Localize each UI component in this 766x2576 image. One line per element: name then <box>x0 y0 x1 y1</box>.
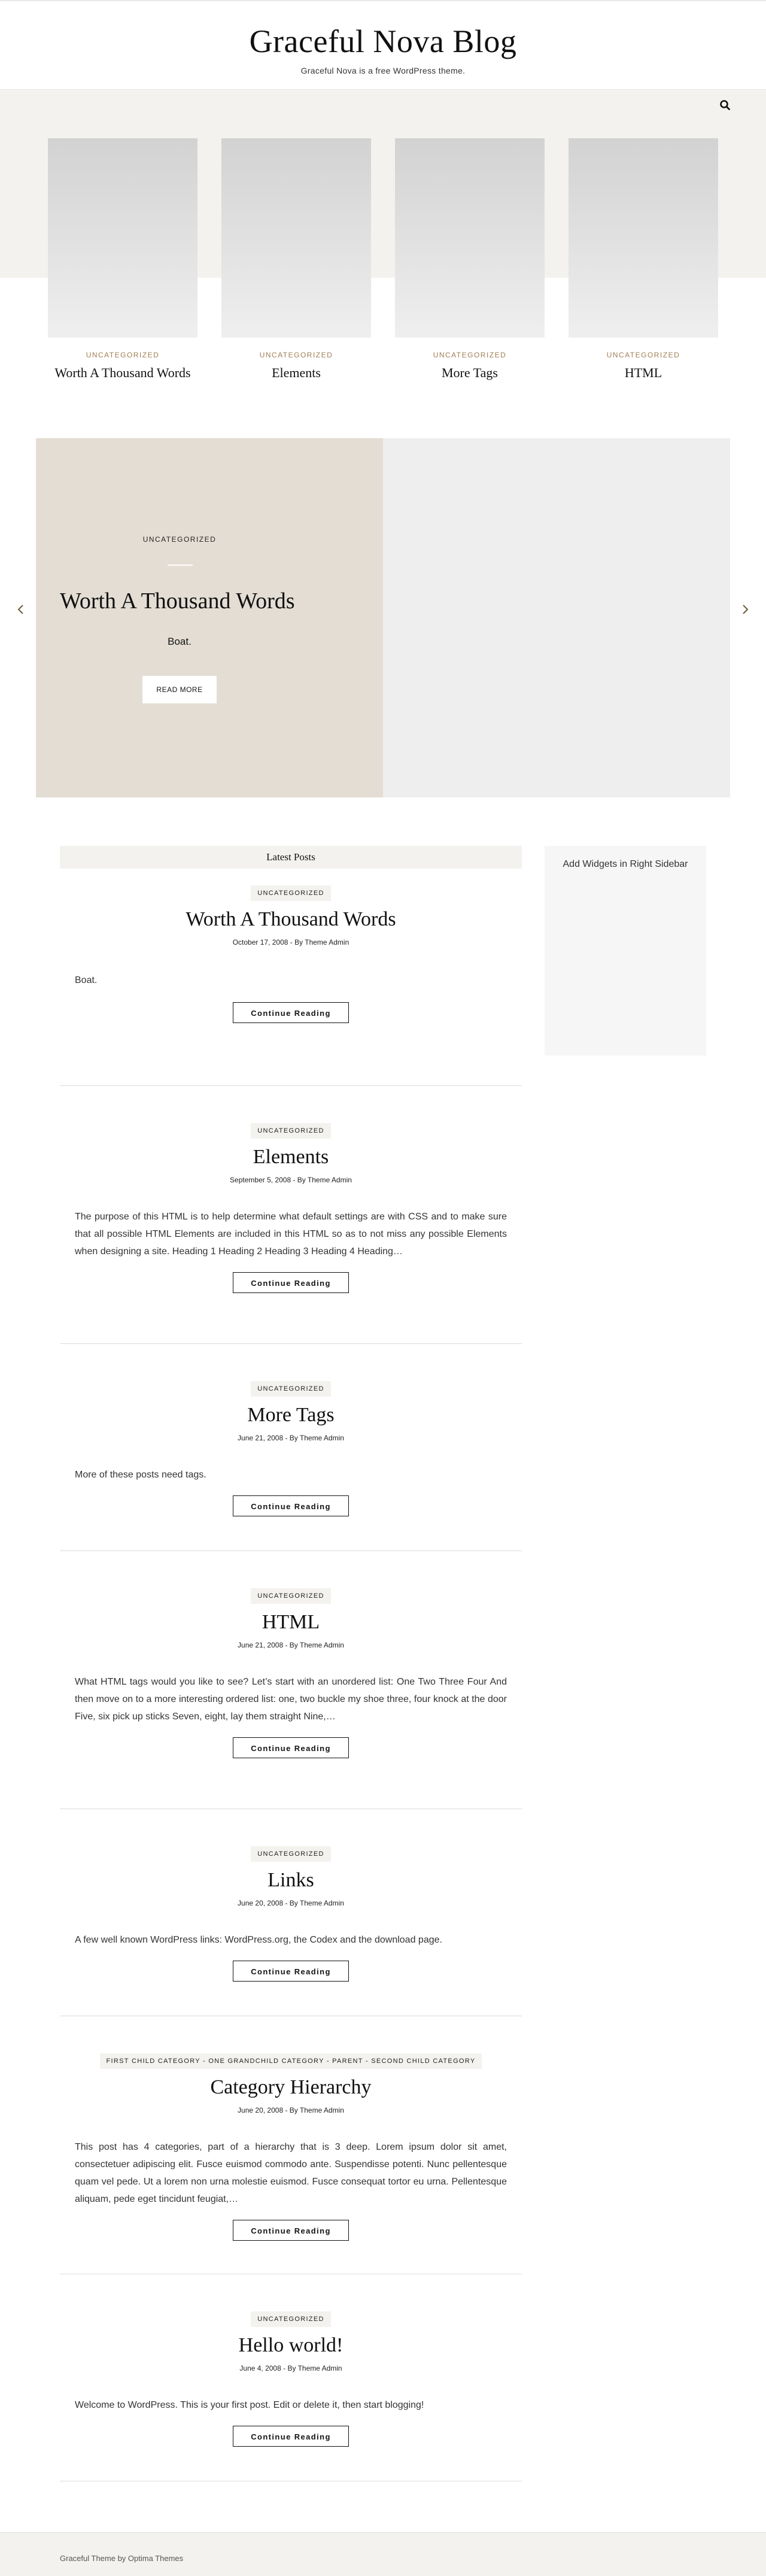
promo-category[interactable]: UNCATEGORIZED <box>606 351 680 359</box>
post-title[interactable]: Elements <box>253 1146 329 1168</box>
post-meta: October 17, 2008 - By Theme Admin <box>232 938 349 946</box>
post-category[interactable]: UNCATEGORIZED <box>251 1123 330 1139</box>
main-content <box>60 846 522 2481</box>
continue-reading-button[interactable]: Continue Reading <box>233 2220 349 2241</box>
continue-reading-button[interactable]: Continue Reading <box>233 2426 349 2447</box>
post <box>60 869 522 1086</box>
search-icon <box>718 98 732 113</box>
footer-credit[interactable]: Graceful Theme by Optima Themes <box>60 2554 184 2563</box>
post-meta: June 20, 2008 - By Theme Admin <box>238 1899 344 1907</box>
slide-category[interactable]: UNCATEGORIZED <box>142 535 217 544</box>
site-title[interactable]: Graceful Nova Blog <box>249 23 517 59</box>
post-meta: September 5, 2008 - By Theme Admin <box>230 1176 352 1184</box>
promo-image[interactable] <box>48 138 197 338</box>
post-meta: June 4, 2008 - By Theme Admin <box>239 2364 342 2372</box>
post-category[interactable]: UNCATEGORIZED <box>251 1588 330 1604</box>
post <box>60 1551 522 1809</box>
post-excerpt: A few well known WordPress links: WordPress.org, the Codex and the download page. <box>75 1935 442 1945</box>
slide-excerpt: Boat. <box>168 636 192 647</box>
chevron-left-icon <box>15 602 27 617</box>
continue-reading-button[interactable]: Continue Reading <box>233 1272 349 1293</box>
post-title[interactable]: More Tags <box>247 1404 335 1426</box>
post-excerpt: The purpose of this HTML is to help determine what default settings are with CSS and to make sure that all possible HTML Elements are included in this HTML so as to not miss any possible Elements when designing a site. Heading 1 Heading 2 Heading 3 Heading 4 Heading… <box>75 1212 507 1257</box>
promo-box[interactable] <box>569 138 718 381</box>
slider-prev-button[interactable] <box>15 602 27 617</box>
post-meta: June 21, 2008 - By Theme Admin <box>238 1641 344 1649</box>
post <box>60 2274 522 2481</box>
read-more-button[interactable]: READ MORE <box>142 676 217 703</box>
post <box>60 1086 522 1344</box>
continue-reading-button[interactable]: Continue Reading <box>233 1961 349 1982</box>
latest-posts-heading: Latest Posts <box>60 846 522 869</box>
site-header <box>0 1 766 90</box>
post <box>60 1344 522 1551</box>
promo-title[interactable]: Elements <box>272 365 321 380</box>
promo-image[interactable] <box>569 138 718 338</box>
post-meta: June 20, 2008 - By Theme Admin <box>238 2106 344 2114</box>
post-title[interactable]: Hello world! <box>238 2334 344 2356</box>
slider-next-button[interactable] <box>739 602 751 617</box>
promo-category[interactable]: UNCATEGORIZED <box>86 351 160 359</box>
post-category[interactable]: UNCATEGORIZED <box>251 885 330 901</box>
sidebar-widget-placeholder: Add Widgets in Right Sidebar <box>563 859 688 869</box>
post-category[interactable]: UNCATEGORIZED <box>251 1381 330 1397</box>
post-title[interactable]: Links <box>268 1869 314 1891</box>
promo-box[interactable] <box>48 138 197 381</box>
slide-title[interactable]: Worth A Thousand Words <box>60 588 295 614</box>
post-meta: June 21, 2008 - By Theme Admin <box>238 1434 344 1442</box>
post-category[interactable]: UNCATEGORIZED <box>251 1846 330 1862</box>
post-title[interactable]: Category Hierarchy <box>210 2076 372 2098</box>
post <box>60 1809 522 2016</box>
post-category[interactable]: FIRST CHILD CATEGORY - ONE GRANDCHILD CATEGORY - PARENT - SECOND CHILD CATEGORY <box>100 2053 482 2069</box>
slide-divider <box>168 565 193 566</box>
post-title[interactable]: HTML <box>262 1611 320 1633</box>
promo-boxes <box>48 138 718 381</box>
post-excerpt: This post has 4 categories, part of a hierarchy that is 3 deep. Lorem ipsum dolor sit amet, consectetuer adipiscing elit. Fusce euismod commodo ante. Suspendisse potenti. Nunc pellentesque quam vel pede. Ut a lorem non urna molestie euismod. Fusce consequat tortor eu urna. Pellentesque aliquam, pede eget tincidunt feugiat,… <box>75 2142 507 2204</box>
promo-box[interactable] <box>221 138 371 381</box>
chevron-right-icon <box>739 602 751 617</box>
promo-title[interactable]: More Tags <box>442 365 498 380</box>
site-description: Graceful Nova is a free WordPress theme. <box>300 66 466 75</box>
promo-category[interactable]: UNCATEGORIZED <box>259 351 333 359</box>
post-title[interactable]: Worth A Thousand Words <box>186 908 396 930</box>
search-button[interactable] <box>718 98 732 113</box>
promo-category[interactable]: UNCATEGORIZED <box>433 351 507 359</box>
post-slider <box>36 438 730 797</box>
promo-box[interactable] <box>395 138 545 381</box>
continue-reading-button[interactable]: Continue Reading <box>233 1737 349 1758</box>
post-excerpt: More of these posts need tags. <box>75 1470 206 1480</box>
site-footer <box>0 2532 766 2576</box>
promo-image[interactable] <box>395 138 545 338</box>
slide-text-panel <box>36 438 383 797</box>
promo-title[interactable]: Worth A Thousand Words <box>54 365 191 380</box>
post-category[interactable]: UNCATEGORIZED <box>251 2311 330 2327</box>
slide-image[interactable] <box>383 438 730 797</box>
promo-title[interactable]: HTML <box>624 365 662 380</box>
post-excerpt: Boat. <box>75 975 98 985</box>
post <box>60 2016 522 2274</box>
continue-reading-button[interactable]: Continue Reading <box>233 1495 349 1516</box>
post-excerpt: What HTML tags would you like to see? Let’s start with an unordered list: One Two Three Four And then move on to a more interesting ordered list: one, two buckle my shoe three, four knock at the door Five, six pick up sticks Seven, eight, lay them straight Nine,… <box>75 1677 507 1722</box>
promo-image[interactable] <box>221 138 371 338</box>
right-sidebar <box>545 846 706 1055</box>
post-excerpt: Welcome to WordPress. This is your first post. Edit or delete it, then start blogging! <box>75 2400 424 2410</box>
continue-reading-button[interactable]: Continue Reading <box>233 1002 349 1023</box>
